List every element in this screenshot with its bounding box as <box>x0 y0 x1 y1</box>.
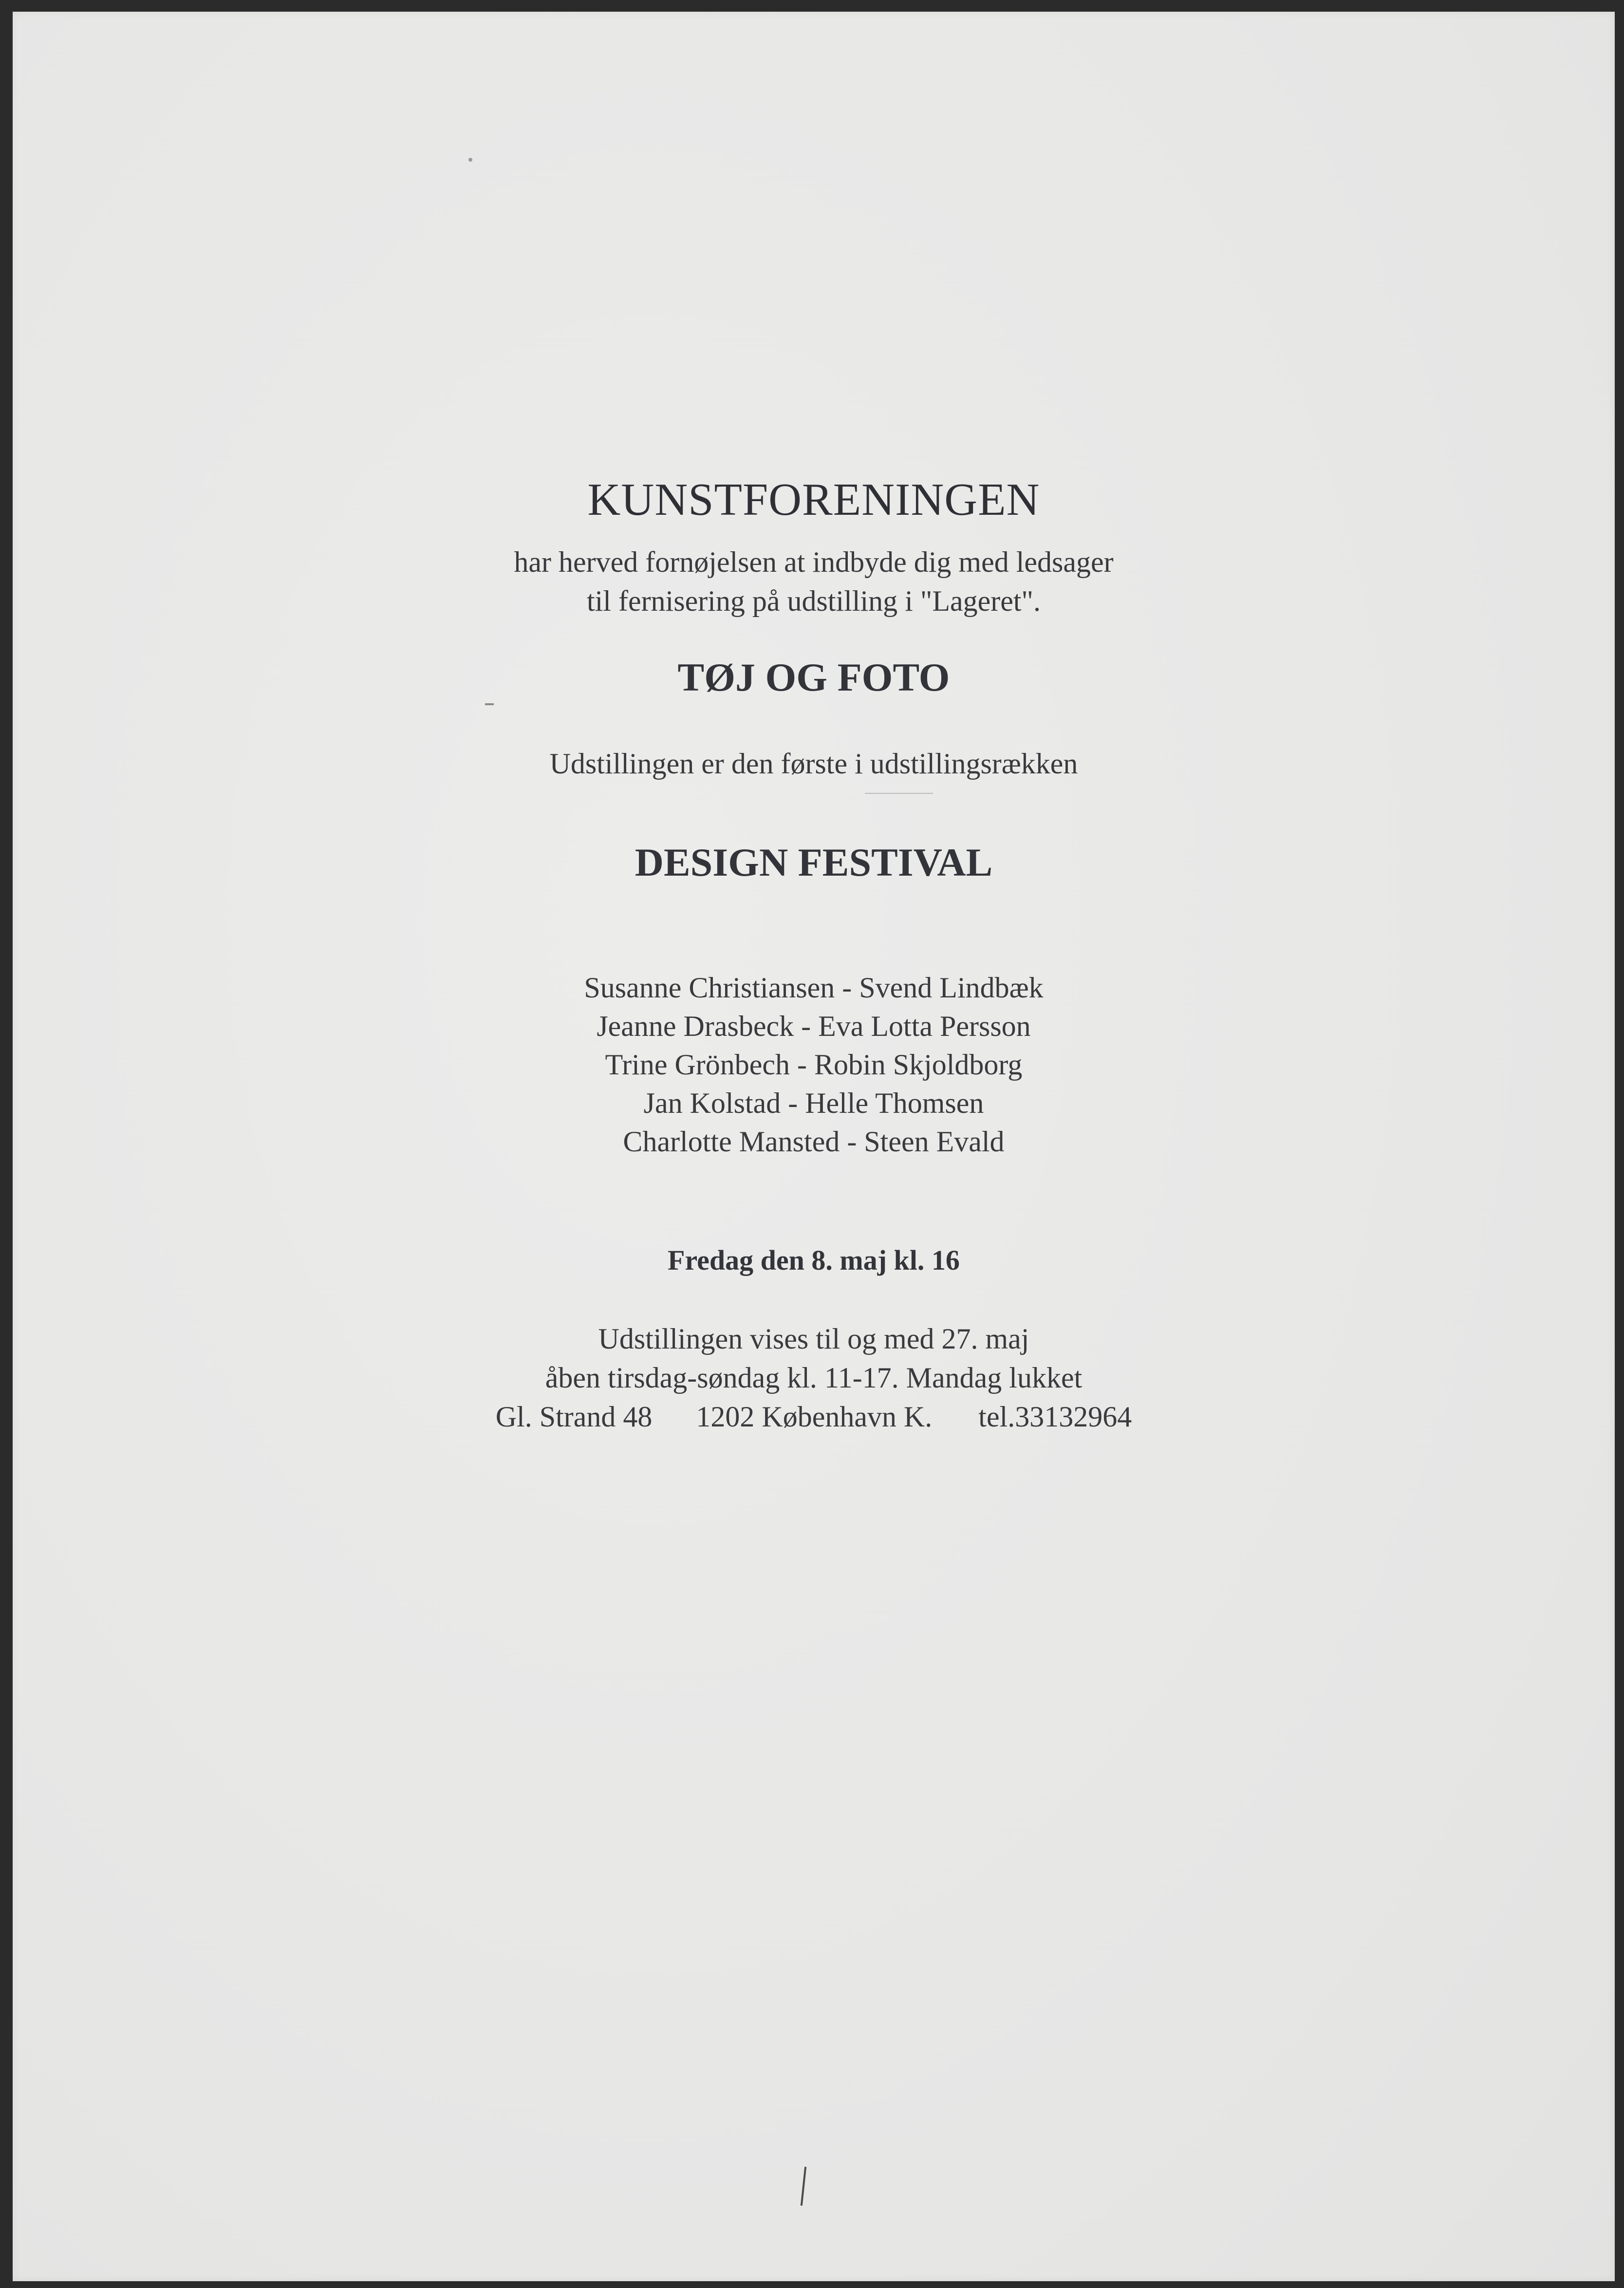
artist-pair: Susanne Christiansen - Svend Lindbæk <box>584 972 1044 1004</box>
duration-line: Udstillingen vises til og med 27. maj <box>598 1323 1029 1355</box>
city-address: 1202 København K. <box>696 1401 933 1433</box>
opening-date: Fredag den 8. maj kl. 16 <box>668 1244 960 1276</box>
artist-list <box>13 969 1615 1161</box>
heading: KUNSTFORENINGEN <box>587 474 1040 525</box>
intro-line-2: til fernisering på udstilling i "Lageret". <box>586 585 1041 617</box>
street-address: Gl. Strand 48 <box>495 1401 653 1433</box>
paper-mark <box>485 703 494 705</box>
series-title: DESIGN FESTIVAL <box>635 840 993 884</box>
artist-pair: Jan Kolstad - Helle Thomsen <box>643 1087 984 1119</box>
phone-number: tel.33132964 <box>978 1401 1132 1433</box>
artist-pair: Jeanne Drasbeck - Eva Lotta Persson <box>597 1010 1031 1042</box>
paper-mark <box>865 793 933 794</box>
paper-speck <box>468 158 472 162</box>
exhibition-info <box>13 1319 1615 1436</box>
intro-line-1: har herved fornøjelsen at indbyde dig med ledsager <box>514 546 1114 578</box>
hours-line: åben tirsdag-søndag kl. 11-17. Mandag lukket <box>545 1362 1083 1394</box>
pencil-mark <box>801 2167 806 2206</box>
artist-pair: Charlotte Mansted - Steen Evald <box>623 1125 1005 1158</box>
invitation-sheet <box>13 12 1615 2281</box>
address-line <box>13 1397 1615 1436</box>
artist-pair: Trine Grönbech - Robin Skjoldborg <box>605 1049 1023 1081</box>
intro-text <box>13 543 1615 620</box>
exhibition-title: TØJ OG FOTO <box>677 655 950 699</box>
series-note: Udstillingen er den første i udstillingsrækken <box>549 748 1078 780</box>
